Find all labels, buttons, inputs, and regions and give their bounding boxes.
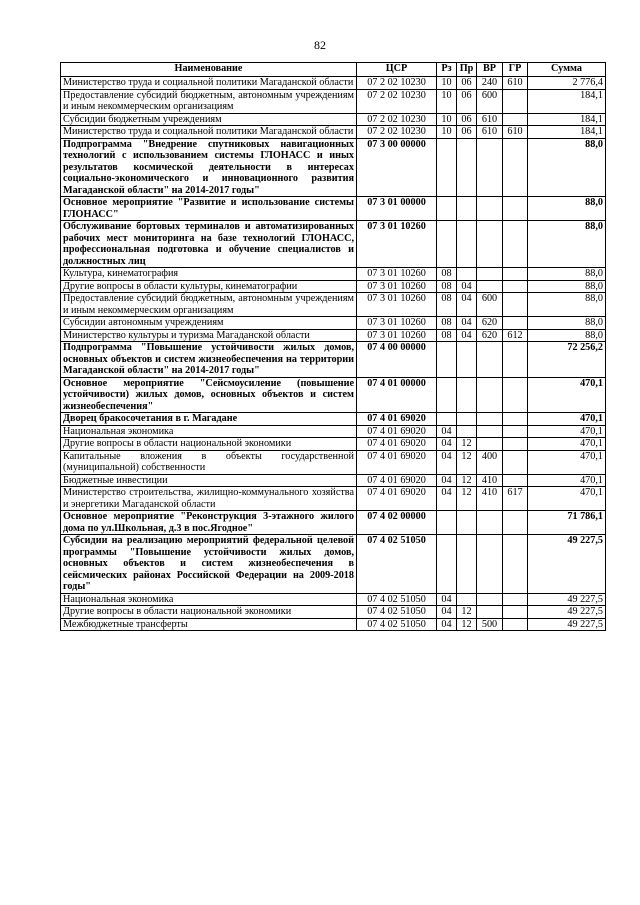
cell-csr: 07 4 01 69020 <box>357 474 437 487</box>
cell-rz: 10 <box>437 113 457 126</box>
cell-sum: 88,0 <box>528 221 606 268</box>
cell-gr <box>503 438 528 451</box>
header-rz: Рз <box>437 63 457 77</box>
cell-rz <box>437 377 457 413</box>
cell-pr: 06 <box>457 89 477 113</box>
table-row <box>61 221 606 268</box>
cell-rz <box>437 221 457 268</box>
cell-sum: 88,0 <box>528 293 606 317</box>
cell-vr: 600 <box>477 293 503 317</box>
cell-sum: 88,0 <box>528 197 606 221</box>
cell-pr <box>457 413 477 426</box>
cell-vr <box>477 138 503 197</box>
cell-rz: 04 <box>437 487 457 511</box>
cell-csr: 07 3 01 10260 <box>357 329 437 342</box>
table-row <box>61 450 606 474</box>
cell-rz <box>437 413 457 426</box>
cell-name: Другие вопросы в области культуры, кинематографии <box>61 280 357 293</box>
cell-csr: 07 2 02 10230 <box>357 89 437 113</box>
cell-sum: 470,1 <box>528 425 606 438</box>
cell-vr: 400 <box>477 450 503 474</box>
cell-sum: 184,1 <box>528 113 606 126</box>
cell-pr <box>457 138 477 197</box>
cell-pr <box>457 511 477 535</box>
cell-name: Субсидии на реализацию мероприятий федеральной целевой программы "Повышение устойчивости жилых домов, основных объектов и систем жизнеобеспечения в сейсмических районах Российской Федерации на 2009-2018 годы" <box>61 535 357 594</box>
table-row <box>61 77 606 90</box>
cell-csr: 07 3 01 10260 <box>357 293 437 317</box>
cell-rz: 04 <box>437 438 457 451</box>
cell-name: Основное мероприятие "Реконструкция 3-этажного жилого дома по ул.Школьная, д.3 в пос.Ягодное" <box>61 511 357 535</box>
cell-rz: 10 <box>437 89 457 113</box>
cell-name: Субсидии автономным учреждениям <box>61 317 357 330</box>
cell-sum: 49 227,5 <box>528 535 606 594</box>
table-row <box>61 535 606 594</box>
cell-csr: 07 4 02 51050 <box>357 606 437 619</box>
cell-csr: 07 4 01 00000 <box>357 377 437 413</box>
table-row <box>61 197 606 221</box>
cell-pr: 12 <box>457 606 477 619</box>
cell-gr: 617 <box>503 487 528 511</box>
cell-name: Министерство труда и социальной политики Магаданской области <box>61 77 357 90</box>
cell-gr <box>503 535 528 594</box>
cell-sum: 49 227,5 <box>528 618 606 631</box>
cell-name: Национальная экономика <box>61 425 357 438</box>
cell-gr <box>503 450 528 474</box>
cell-sum: 470,1 <box>528 474 606 487</box>
cell-sum: 470,1 <box>528 450 606 474</box>
cell-name: Министерство строительства, жилищно-коммунального хозяйства и энергетики Магаданской области <box>61 487 357 511</box>
cell-rz: 04 <box>437 593 457 606</box>
cell-csr: 07 3 00 00000 <box>357 138 437 197</box>
table-row <box>61 438 606 451</box>
cell-vr <box>477 280 503 293</box>
cell-pr: 12 <box>457 474 477 487</box>
cell-sum: 470,1 <box>528 487 606 511</box>
cell-rz <box>437 342 457 378</box>
cell-name: Министерство культуры и туризма Магаданской области <box>61 329 357 342</box>
header-csr: ЦСР <box>357 63 437 77</box>
cell-sum: 49 227,5 <box>528 606 606 619</box>
cell-name: Дворец бракосочетания в г. Магадане <box>61 413 357 426</box>
cell-sum: 88,0 <box>528 138 606 197</box>
cell-csr: 07 3 01 10260 <box>357 268 437 281</box>
cell-name: Субсидии бюджетным учреждениям <box>61 113 357 126</box>
cell-vr: 620 <box>477 329 503 342</box>
cell-vr <box>477 593 503 606</box>
table-row <box>61 126 606 139</box>
page-number: 82 <box>314 38 326 52</box>
cell-name: Культура, кинематография <box>61 268 357 281</box>
cell-rz: 04 <box>437 606 457 619</box>
table-row <box>61 138 606 197</box>
header-sum: Сумма <box>528 63 606 77</box>
table-row <box>61 268 606 281</box>
cell-name: Основное мероприятие "Сейсмоусиление (повышение устойчивости) жилых домов, основных объектов и систем жизнеобеспечения" <box>61 377 357 413</box>
cell-vr: 410 <box>477 487 503 511</box>
cell-pr: 12 <box>457 618 477 631</box>
cell-gr <box>503 317 528 330</box>
cell-gr <box>503 293 528 317</box>
cell-csr: 07 4 00 00000 <box>357 342 437 378</box>
cell-pr <box>457 377 477 413</box>
cell-csr: 07 3 01 10260 <box>357 280 437 293</box>
cell-vr: 610 <box>477 126 503 139</box>
header-pr: Пр <box>457 63 477 77</box>
cell-gr <box>503 280 528 293</box>
cell-pr: 04 <box>457 280 477 293</box>
cell-rz: 08 <box>437 268 457 281</box>
cell-vr: 410 <box>477 474 503 487</box>
cell-gr <box>503 89 528 113</box>
cell-sum: 184,1 <box>528 126 606 139</box>
cell-gr <box>503 377 528 413</box>
cell-pr <box>457 535 477 594</box>
cell-name: Межбюджетные трансферты <box>61 618 357 631</box>
cell-name: Обслуживание бортовых терминалов и автоматизированных рабочих мест мониторинга на базе технологий ГЛОНАСС, профессиональная подготовка и обучение специалистов и должностных лиц <box>61 221 357 268</box>
table-row <box>61 618 606 631</box>
cell-pr: 12 <box>457 450 477 474</box>
cell-gr <box>503 113 528 126</box>
cell-gr: 610 <box>503 126 528 139</box>
cell-gr <box>503 197 528 221</box>
table-row <box>61 89 606 113</box>
cell-rz: 04 <box>437 425 457 438</box>
cell-rz: 10 <box>437 77 457 90</box>
cell-rz <box>437 138 457 197</box>
cell-rz: 08 <box>437 280 457 293</box>
cell-csr: 07 3 01 10260 <box>357 317 437 330</box>
table-row <box>61 413 606 426</box>
table-row <box>61 606 606 619</box>
cell-name: Капитальные вложения в объекты государственной (муниципальной) собственности <box>61 450 357 474</box>
cell-name: Основное мероприятие "Развитие и использование системы ГЛОНАСС" <box>61 197 357 221</box>
cell-pr: 06 <box>457 113 477 126</box>
table-row <box>61 293 606 317</box>
table-row <box>61 317 606 330</box>
cell-rz <box>437 511 457 535</box>
cell-csr: 07 2 02 10230 <box>357 113 437 126</box>
cell-gr <box>503 593 528 606</box>
cell-pr: 04 <box>457 293 477 317</box>
cell-sum: 88,0 <box>528 280 606 293</box>
cell-rz: 08 <box>437 317 457 330</box>
cell-vr: 610 <box>477 113 503 126</box>
header-vr: ВР <box>477 63 503 77</box>
cell-csr: 07 2 02 10230 <box>357 126 437 139</box>
cell-csr: 07 4 01 69020 <box>357 487 437 511</box>
cell-pr <box>457 197 477 221</box>
table-row <box>61 377 606 413</box>
cell-gr <box>503 474 528 487</box>
cell-vr: 500 <box>477 618 503 631</box>
cell-csr: 07 3 01 10260 <box>357 221 437 268</box>
cell-gr <box>503 606 528 619</box>
table-row <box>61 593 606 606</box>
cell-name: Другие вопросы в области национальной экономики <box>61 606 357 619</box>
cell-sum: 470,1 <box>528 377 606 413</box>
cell-pr: 12 <box>457 438 477 451</box>
cell-sum: 470,1 <box>528 413 606 426</box>
cell-csr: 07 3 01 00000 <box>357 197 437 221</box>
budget-table <box>60 62 606 631</box>
table-row <box>61 329 606 342</box>
cell-sum: 88,0 <box>528 317 606 330</box>
table-row <box>61 280 606 293</box>
cell-csr: 07 4 02 00000 <box>357 511 437 535</box>
cell-name: Предоставление субсидий бюджетным, автономным учреждениям и иным некоммерческим организациям <box>61 293 357 317</box>
cell-pr: 06 <box>457 77 477 90</box>
cell-vr: 620 <box>477 317 503 330</box>
cell-name: Подпрограмма "Внедрение спутниковых навигационных технологий с использованием системы ГЛОНАСС и иных результатов космической деятельности в интересах социально-экономического и инновационного развития Магаданской области" на 2014-2017 годы" <box>61 138 357 197</box>
cell-vr: 240 <box>477 77 503 90</box>
cell-gr <box>503 268 528 281</box>
cell-gr <box>503 413 528 426</box>
cell-gr <box>503 425 528 438</box>
cell-pr <box>457 268 477 281</box>
cell-sum: 49 227,5 <box>528 593 606 606</box>
cell-pr <box>457 221 477 268</box>
cell-name: Предоставление субсидий бюджетным, автономным учреждениям и иным некоммерческим организациям <box>61 89 357 113</box>
table-header-row <box>61 63 606 77</box>
cell-sum: 88,0 <box>528 268 606 281</box>
cell-name: Национальная экономика <box>61 593 357 606</box>
table-row <box>61 511 606 535</box>
table-row <box>61 425 606 438</box>
cell-pr: 06 <box>457 126 477 139</box>
cell-rz: 10 <box>437 126 457 139</box>
cell-name: Другие вопросы в области национальной экономики <box>61 438 357 451</box>
table-row <box>61 113 606 126</box>
cell-rz: 04 <box>437 618 457 631</box>
cell-sum: 470,1 <box>528 438 606 451</box>
cell-pr: 04 <box>457 317 477 330</box>
cell-sum: 72 256,2 <box>528 342 606 378</box>
cell-vr <box>477 413 503 426</box>
cell-rz: 08 <box>437 329 457 342</box>
cell-pr <box>457 593 477 606</box>
cell-csr: 07 4 01 69020 <box>357 413 437 426</box>
header-gr: ГР <box>503 63 528 77</box>
cell-vr <box>477 535 503 594</box>
header-name: Наименование <box>61 63 357 77</box>
table-row <box>61 342 606 378</box>
cell-vr <box>477 511 503 535</box>
cell-pr: 12 <box>457 487 477 511</box>
cell-vr: 600 <box>477 89 503 113</box>
cell-csr: 07 4 02 51050 <box>357 535 437 594</box>
cell-vr <box>477 606 503 619</box>
cell-gr <box>503 511 528 535</box>
cell-sum: 88,0 <box>528 329 606 342</box>
cell-gr <box>503 221 528 268</box>
cell-gr <box>503 618 528 631</box>
cell-gr: 610 <box>503 77 528 90</box>
cell-csr: 07 4 01 69020 <box>357 438 437 451</box>
cell-vr <box>477 438 503 451</box>
cell-csr: 07 4 02 51050 <box>357 618 437 631</box>
cell-vr <box>477 342 503 378</box>
cell-csr: 07 4 01 69020 <box>357 450 437 474</box>
cell-vr <box>477 425 503 438</box>
cell-vr <box>477 221 503 268</box>
cell-name: Подпрограмма "Повышение устойчивости жилых домов, основных объектов и систем жизнеобеспечения на территории Магаданской области" на 2014-2017 годы" <box>61 342 357 378</box>
cell-pr: 04 <box>457 329 477 342</box>
cell-gr <box>503 342 528 378</box>
cell-name: Министерство труда и социальной политики Магаданской области <box>61 126 357 139</box>
cell-vr <box>477 197 503 221</box>
cell-gr: 612 <box>503 329 528 342</box>
cell-rz <box>437 197 457 221</box>
cell-vr <box>477 377 503 413</box>
cell-rz: 04 <box>437 474 457 487</box>
cell-sum: 2 776,4 <box>528 77 606 90</box>
table-row <box>61 474 606 487</box>
cell-csr: 07 2 02 10230 <box>357 77 437 90</box>
cell-sum: 184,1 <box>528 89 606 113</box>
cell-rz: 04 <box>437 450 457 474</box>
cell-vr <box>477 268 503 281</box>
cell-csr: 07 4 01 69020 <box>357 425 437 438</box>
cell-gr <box>503 138 528 197</box>
cell-rz: 08 <box>437 293 457 317</box>
cell-sum: 71 786,1 <box>528 511 606 535</box>
cell-pr <box>457 425 477 438</box>
cell-csr: 07 4 02 51050 <box>357 593 437 606</box>
cell-name: Бюджетные инвестиции <box>61 474 357 487</box>
cell-pr <box>457 342 477 378</box>
cell-rz <box>437 535 457 594</box>
table-row <box>61 487 606 511</box>
